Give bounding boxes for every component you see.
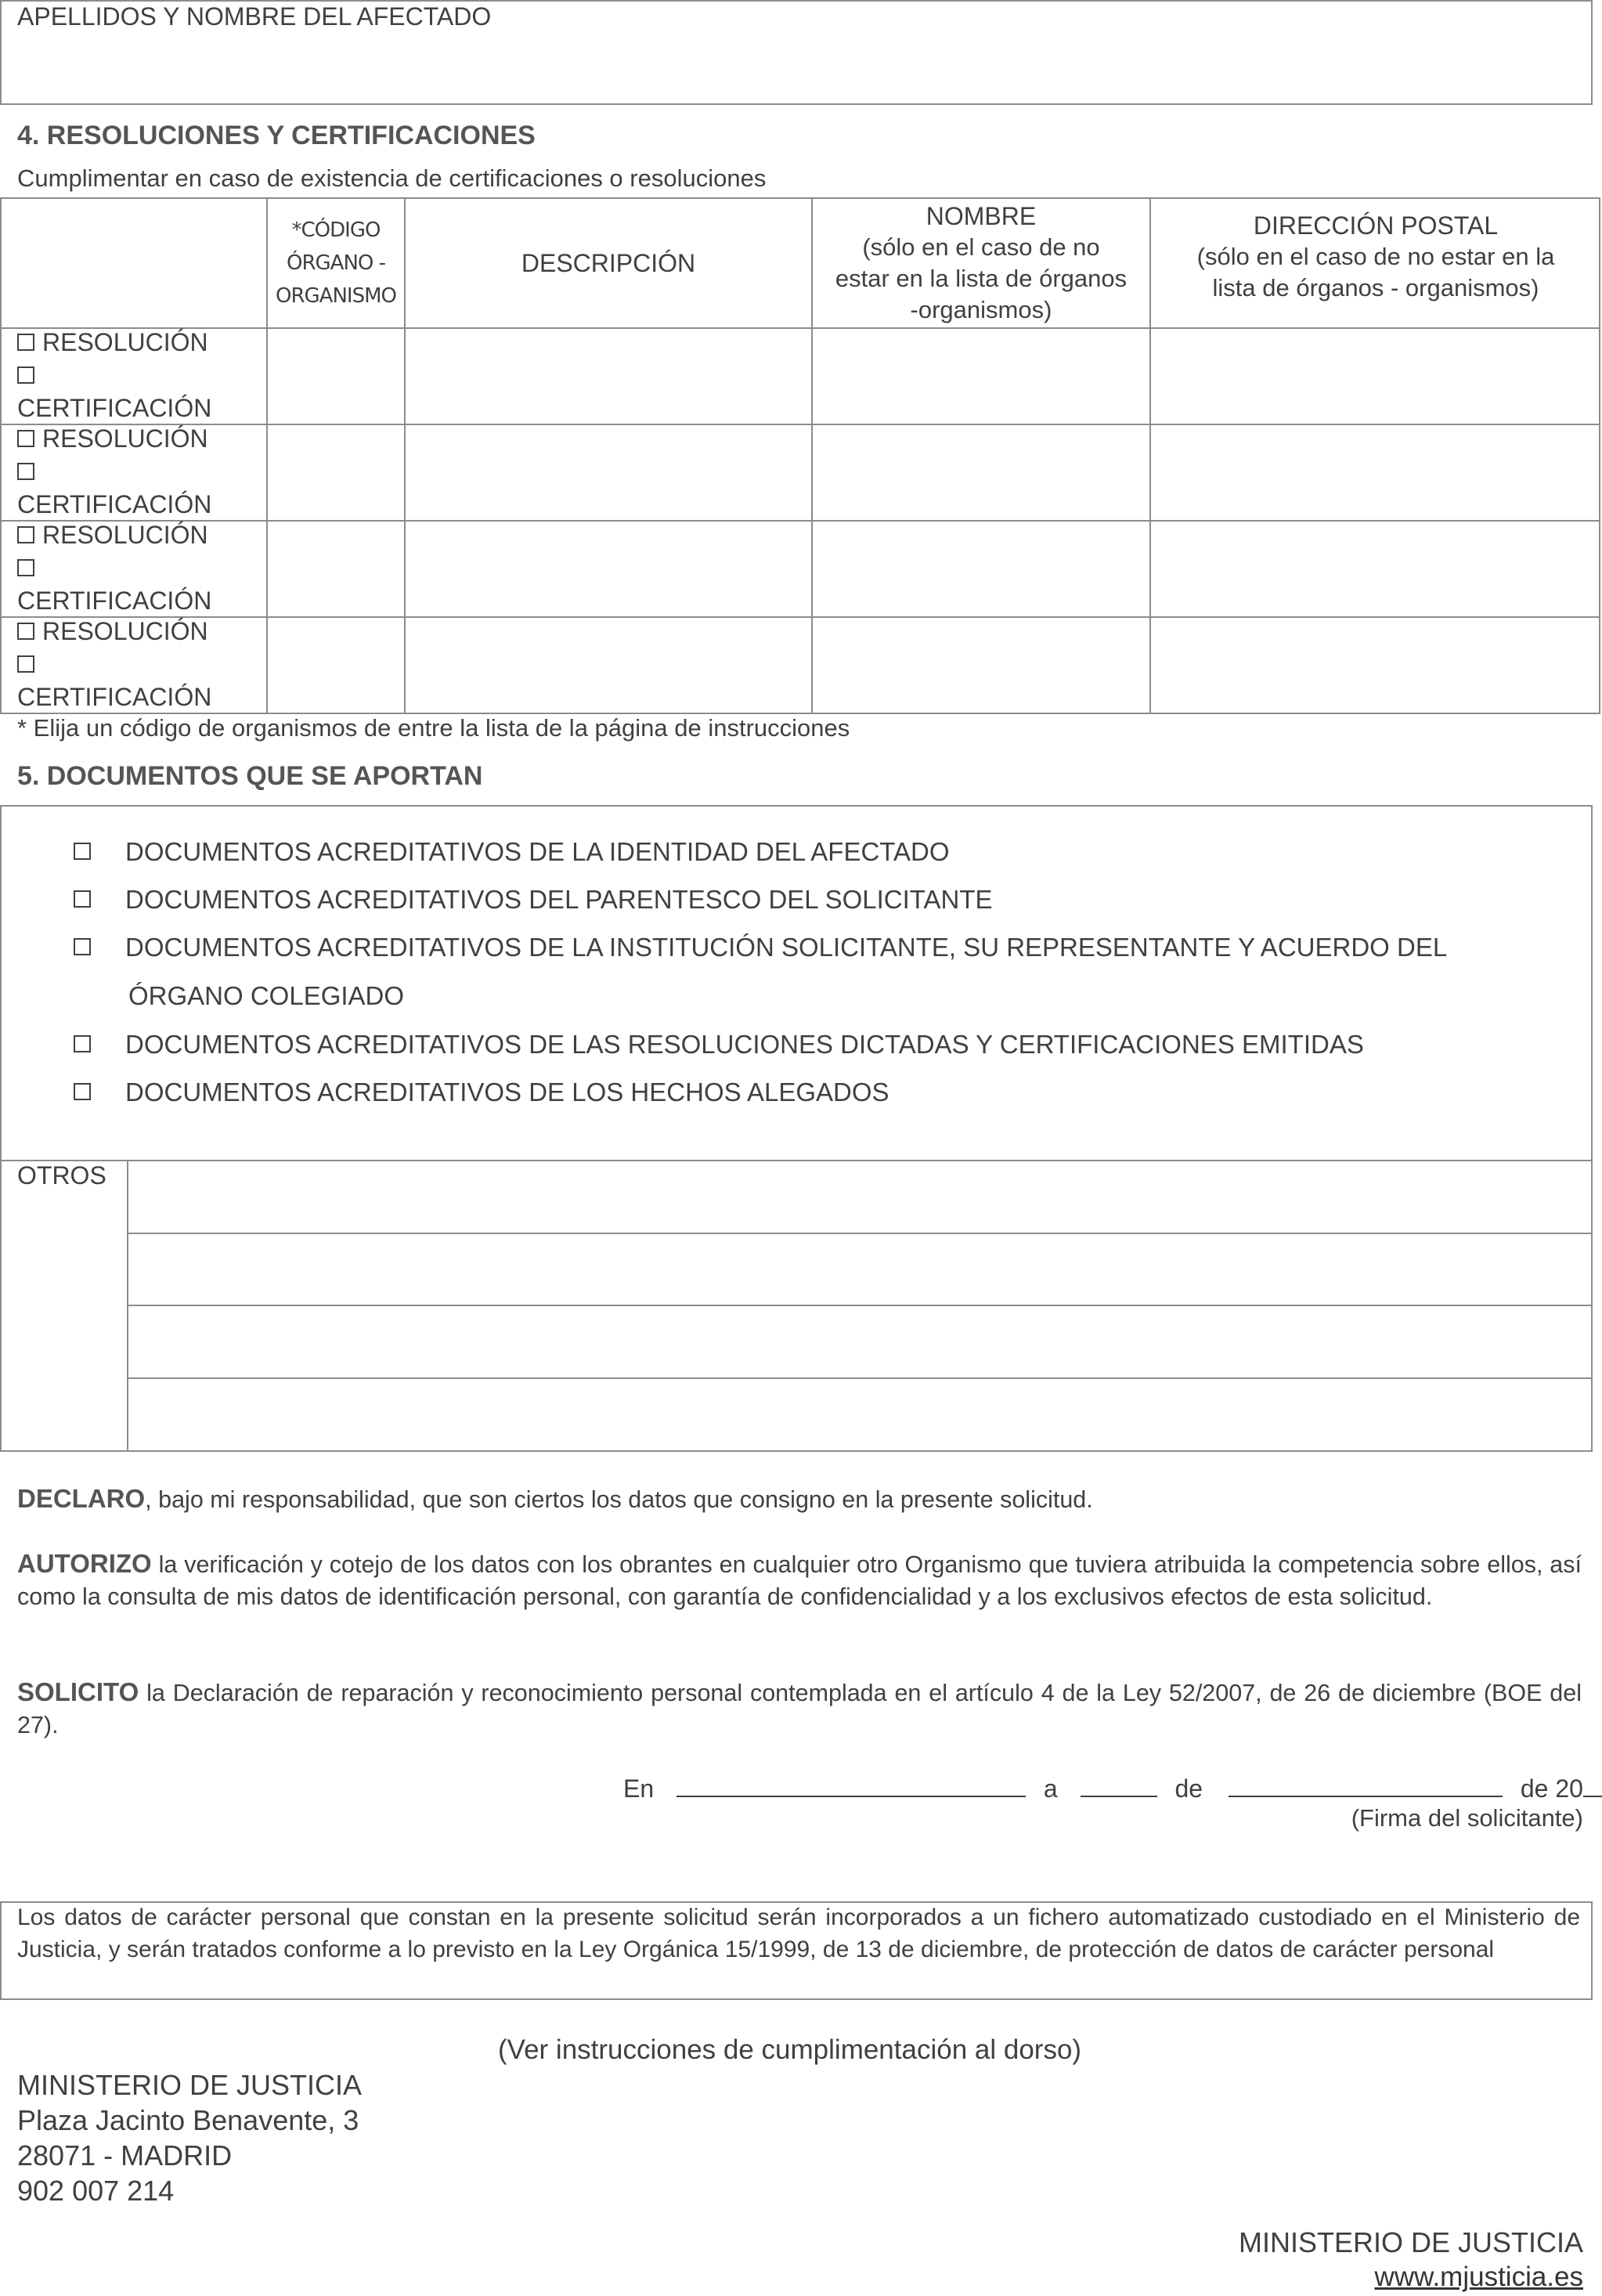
instructions-note: (Ver instrucciones de cumplimentación al dorso) xyxy=(498,2034,1082,2065)
checkbox[interactable] xyxy=(17,623,34,640)
table-row-divider xyxy=(0,520,1600,522)
header-nombre: NOMBRE (sólo en el caso de no estar en la lista de órganos -organismos) xyxy=(835,202,1128,323)
checkbox[interactable] xyxy=(74,890,91,908)
otros-input[interactable] xyxy=(128,1306,1591,1377)
table-row-divider xyxy=(0,327,1600,329)
footer-website-link[interactable]: www.mjusticia.es xyxy=(1374,2262,1583,2292)
signature-line: En a de de 20 xyxy=(623,1771,1602,1805)
certificacion-option[interactable] xyxy=(17,359,211,392)
table-row-divider xyxy=(0,616,1600,618)
certificacion-option[interactable] xyxy=(17,455,211,488)
place-blank[interactable] xyxy=(677,1771,1026,1797)
checkbox[interactable] xyxy=(17,430,34,447)
resolucion-option[interactable]: RESOLUCIÓN xyxy=(17,518,211,551)
section4-subtitle: Cumplimentar en caso de existencia de certificaciones o resoluciones xyxy=(17,164,767,192)
table-row: RESOLUCIÓN CERTIFICACIÓN xyxy=(17,326,211,424)
checkbox[interactable] xyxy=(17,559,34,576)
checkbox[interactable] xyxy=(74,1083,91,1100)
privacy-notice: Los datos de carácter personal que constan en la presente solicitud serán incorporados a un fichero automatizado custodiado en el Ministerio de Justicia, y serán tratados conforme a lo previsto en la Ley Orgánica 15/1999, de 13 de diciembre, de protección de datos de carácter personal xyxy=(17,1904,1580,1962)
declaro-paragraph: DECLARO, bajo mi responsabilidad, que son ciertos los datos que consigno en la presente solicitud. xyxy=(17,1484,1093,1513)
month-blank[interactable] xyxy=(1229,1771,1503,1797)
ministry-address: MINISTERIO DE JUSTICIA Plaza Jacinto Benavente, 3 28071 - MADRID 902 007 214 xyxy=(17,2069,363,2207)
header-direccion: DIRECCIÓN POSTAL (sólo en el caso de no estar en la lista de órganos - organismos) xyxy=(1196,211,1555,301)
day-blank[interactable] xyxy=(1081,1771,1157,1797)
table-row-divider xyxy=(0,424,1600,425)
otros-input[interactable] xyxy=(128,1234,1591,1304)
table-row: RESOLUCIÓN CERTIFICACIÓN xyxy=(17,518,211,617)
year-blank[interactable] xyxy=(1583,1771,1602,1797)
section4-title: 4. RESOLUCIONES Y CERTIFICACIONES xyxy=(17,121,536,150)
document-item[interactable]: DOCUMENTOS ACREDITATIVOS DE LOS HECHOS ALEGADOS xyxy=(74,1077,889,1108)
signature-caption: (Firma del solicitante) xyxy=(1351,1804,1583,1832)
checkbox[interactable] xyxy=(74,938,91,955)
checkbox[interactable] xyxy=(74,1035,91,1052)
checkbox[interactable] xyxy=(17,334,34,351)
header-descripcion: DESCRIPCIÓN xyxy=(521,249,696,277)
certificacion-option[interactable] xyxy=(17,551,211,584)
otros-input[interactable] xyxy=(128,1161,1591,1232)
checkbox[interactable] xyxy=(17,366,34,384)
otros-input[interactable] xyxy=(128,1379,1591,1449)
document-item[interactable]: DOCUMENTOS ACREDITATIVOS DE LA INSTITUCIÓN SOLICITANTE, SU REPRESENTANTE Y ACUERDO DEL xyxy=(74,932,1447,963)
footer-ministry: MINISTERIO DE JUSTICIA xyxy=(1238,2226,1583,2258)
section4-footnote: * Elija un código de organismos de entre la lista de la página de instrucciones xyxy=(17,714,850,742)
header-codigo: *CÓDIGO ÓRGANO - ORGANISMO xyxy=(276,218,396,308)
resolucion-option[interactable]: RESOLUCIÓN xyxy=(17,422,211,455)
certificacion-option[interactable] xyxy=(17,648,211,680)
section5-title: 5. DOCUMENTOS QUE SE APORTAN xyxy=(17,761,483,791)
otros-label: OTROS xyxy=(17,1161,106,1190)
affected-name-label: APELLIDOS Y NOMBRE DEL AFECTADO xyxy=(17,2,492,31)
table-row: RESOLUCIÓN CERTIFICACIÓN xyxy=(17,422,211,521)
checkbox[interactable] xyxy=(17,655,34,673)
resolucion-option[interactable]: RESOLUCIÓN xyxy=(17,326,211,359)
solicito-paragraph: SOLICITO la Declaración de reparación y reconocimiento personal contemplada en el artículo 4 de la Ley 52/2007, de 26 de diciembre (BOE del 27). xyxy=(17,1677,1582,1738)
autorizo-paragraph: AUTORIZO la verificación y cotejo de los datos con los obrantes en cualquier otro Organismo que tuviera atribuida la competencia sobre ellos, así como la consulta de mis datos de identificación personal, con garantía de confidencialidad y a los exclusivos efectos de esta solicitud. xyxy=(17,1549,1582,1610)
document-item[interactable]: DOCUMENTOS ACREDITATIVOS DEL PARENTESCO DEL SOLICITANTE xyxy=(74,884,993,915)
document-item-continuation: ÓRGANO COLEGIADO xyxy=(128,981,405,1010)
document-item[interactable]: DOCUMENTOS ACREDITATIVOS DE LA IDENTIDAD DEL AFECTADO xyxy=(74,836,950,868)
checkbox[interactable] xyxy=(17,463,34,480)
checkbox[interactable] xyxy=(17,526,34,543)
checkbox[interactable] xyxy=(74,843,91,860)
resolucion-option[interactable]: RESOLUCIÓN xyxy=(17,615,211,648)
document-item[interactable]: DOCUMENTOS ACREDITATIVOS DE LAS RESOLUCIONES DICTADAS Y CERTIFICACIONES EMITIDAS xyxy=(74,1029,1364,1060)
table-row: RESOLUCIÓN CERTIFICACIÓN xyxy=(17,615,211,713)
